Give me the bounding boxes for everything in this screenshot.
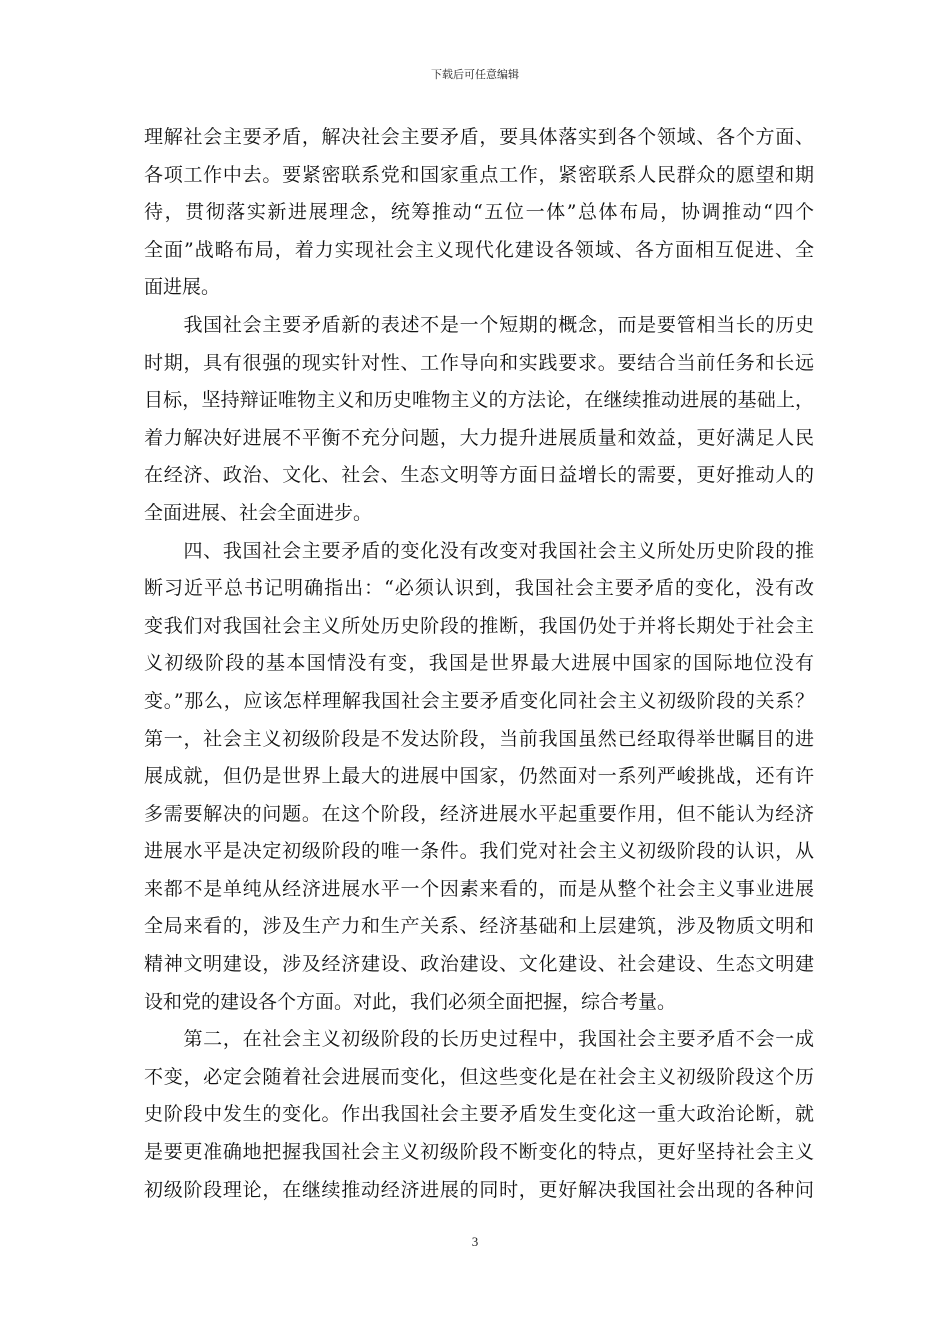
text-line: 时期，具有很强的现实针对性、工作导向和实践要求。要结合当前任务和长远 [144,351,814,374]
text-line: 设和党的建设各个方面。对此，我们必须全面把握，综合考量。 [144,990,677,1013]
text-line: 各项工作中去。要紧密联系党和国家重点工作，紧密联系人民群众的愿望和期 [144,163,814,186]
text-line: 第二，在社会主义初级阶段的长历史过程中，我国社会主要矛盾不会一成 [144,1028,814,1051]
text-line: 变我们对我国社会主义所处历史阶段的推断，我国仍处于并将长期处于社会主 [144,614,814,637]
text-line: 来都不是单纯从经济进展水平一个因素来看的，而是从整个社会主义事业进展 [144,877,814,900]
text-line: 史阶段中发生的变化。作出我国社会主要矛盾发生变化这一重大政治论断，就 [144,1103,814,1126]
text-line: 全面”战略布局，着力实现社会主义现代化建设各领域、各方面相互促进、全 [144,238,814,261]
text-line: 义初级阶段的基本国情没有变，我国是世界最大进展中国家的国际地位没有 [144,652,814,675]
document-body [144,119,814,1209]
text-line: 我国社会主要矛盾新的表述不是一个短期的概念，而是要管相当长的历史 [144,313,814,336]
text-line: 第一，社会主义初级阶段是不发达阶段，当前我国虽然已经取得举世瞩目的进 [144,727,814,750]
text-line: 断习近平总书记明确指出：“必须认识到，我国社会主要矛盾的变化，没有改 [144,577,814,600]
text-line: 全面进展、社会全面进步。 [144,501,373,524]
text-line: 着力解决好进展不平衡不充分问题，大力提升进展质量和效益，更好满足人民 [144,426,814,449]
text-line: 在经济、政治、文化、社会、生态文明等方面日益增长的需要，更好推动人的 [144,464,814,487]
text-line: 精神文明建设，涉及经济建设、政治建设、文化建设、社会建设、生态文明建 [144,953,814,976]
text-line: 不变，必定会随着社会进展而变化，但这些变化是在社会主义初级阶段这个历 [144,1065,814,1088]
text-line: 初级阶段理论，在继续推动经济进展的同时，更好解决我国社会出现的各种问 [144,1178,814,1201]
text-line: 多需要解决的问题。在这个阶段，经济进展水平起重要作用，但不能认为经济 [144,802,814,825]
page-number: 3 [471,1234,479,1249]
text-line: 待，贯彻落实新进展理念，统筹推动“五位一体”总体布局，协调推动“四个 [144,201,814,224]
text-line: 理解社会主要矛盾，解决社会主要矛盾，要具体落实到各个领域、各个方面、 [144,126,814,148]
text-line: 是要更准确地把握我国社会主义初级阶段不断变化的特点，更好坚持社会主义 [144,1141,814,1164]
text-line: 目标，坚持辩证唯物主义和历史唯物主义的方法论，在继续推动进展的基础上， [144,389,814,412]
text-line: 展成就，但仍是世界上最大的进展中国家，仍然面对一系列严峻挑战，还有许 [144,765,814,788]
page-header: 下载后可任意编辑 [431,68,519,81]
text-line: 全局来看的，涉及生产力和生产关系、经济基础和上层建筑，涉及物质文明和 [144,915,814,938]
text-line: 变。”那么，应该怎样理解我国社会主要矛盾变化同社会主义初级阶段的关系？ [144,689,814,712]
text-line: 进展水平是决定初级阶段的唯一条件。我们党对社会主义初级阶段的认识，从 [144,840,814,863]
text-line: 四、我国社会主要矛盾的变化没有改变对我国社会主义所处历史阶段的推 [144,539,814,562]
text-line: 面进展。 [144,276,221,299]
